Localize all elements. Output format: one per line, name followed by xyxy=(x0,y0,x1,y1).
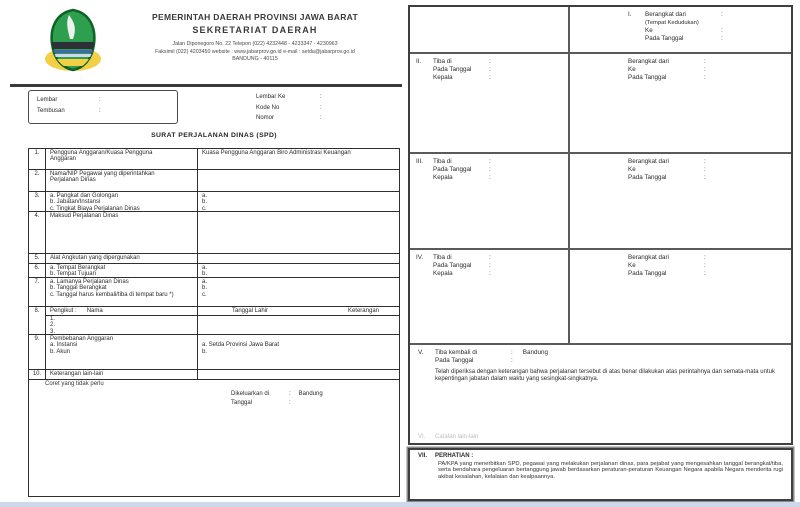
row-value xyxy=(198,192,399,211)
issued-at-row xyxy=(231,390,323,399)
ref-row xyxy=(256,92,322,103)
line xyxy=(416,74,562,82)
value-line: a. xyxy=(202,279,208,285)
row-number: 3. xyxy=(29,192,46,211)
label-line: Maksud Perjalanan Dinas xyxy=(50,213,119,219)
berangkat-dari-label: Berangkat dari xyxy=(628,254,669,261)
row-value xyxy=(198,264,399,277)
spd-page2-grid xyxy=(408,5,793,445)
row-number: 9. xyxy=(29,335,46,369)
row-value xyxy=(198,170,399,191)
row-number: 4. xyxy=(29,212,46,253)
label-line: c. Tingkat Biaya Perjalanan Dinas xyxy=(50,205,140,211)
pengikut-item: 3. xyxy=(50,328,56,334)
value-line: b. xyxy=(202,271,208,277)
section-4-tiba xyxy=(410,250,570,343)
line xyxy=(416,66,562,74)
perhatian-paragraph: PA/KPA yang menerbitkan SPD, pegawai yang melakukan perjalanan dinas, para pejabat yang mengesahkan tanggal berangkat/tiba, serta bendahara pengeluaran bertanggung jawab berdasarkan peraturan-peraturan Keuangan Negara apabila Negara menderita rugi akibat kesalahan, kelalaian dan kealpaannya. xyxy=(438,460,783,480)
pengikut-label: Pengikut : xyxy=(50,307,77,314)
tiba-di-label: Tiba di xyxy=(433,254,452,261)
tiba-di-label: Tiba di xyxy=(433,158,452,165)
row-label xyxy=(46,278,198,306)
section-2-berangkat xyxy=(570,54,791,152)
pada-tanggal-label: Pada Tanggal xyxy=(628,270,667,277)
line xyxy=(416,166,562,174)
issued-at-value: Bandung xyxy=(298,391,323,397)
row-value xyxy=(198,254,399,263)
berangkat-dari-label: Berangkat dari xyxy=(628,58,669,65)
line xyxy=(628,27,785,35)
spacer xyxy=(416,174,433,182)
row-label xyxy=(46,149,198,169)
ref-label-nomor: Nomor xyxy=(256,115,275,121)
section-number: I. xyxy=(628,11,632,18)
colon: : xyxy=(704,254,706,261)
row-value xyxy=(198,212,399,253)
line xyxy=(628,74,785,82)
section-2-tiba xyxy=(410,54,570,152)
colon: : xyxy=(511,349,513,356)
row-label xyxy=(46,335,198,369)
spacer xyxy=(416,74,433,82)
label-line: Pengguna Anggaran/Kuasa Pengguna xyxy=(50,150,153,156)
label-line: Keterangan lain-lain xyxy=(50,371,104,377)
label-line: a. Tempat Berangkat xyxy=(50,265,106,271)
catatan-label: Catatan lain-lain xyxy=(435,434,479,440)
line xyxy=(628,19,785,27)
ref-row xyxy=(256,103,322,114)
berangkat-dari-label: Berangkat dari xyxy=(628,158,669,165)
line xyxy=(628,66,785,74)
ke-label: Ke xyxy=(645,27,653,34)
section-3-row xyxy=(410,152,791,248)
colon: : xyxy=(289,399,291,406)
copy-box-row xyxy=(37,95,169,106)
pengikut-value-header xyxy=(198,307,399,316)
colon: : xyxy=(721,11,723,18)
kepala-label: Kepala xyxy=(433,74,453,81)
value-line: c. xyxy=(202,291,207,298)
pada-tanggal-label: Pada Tanggal xyxy=(433,262,472,269)
colon: : xyxy=(489,158,491,165)
colon: : xyxy=(320,115,322,121)
table-row-6 xyxy=(29,263,399,277)
line xyxy=(418,349,783,357)
line xyxy=(416,270,562,278)
copy-designation-box xyxy=(28,90,178,124)
label-line: Anggaran xyxy=(50,156,77,163)
section-4-berangkat xyxy=(570,250,791,343)
colon: : xyxy=(704,74,706,81)
section-number: V. xyxy=(418,349,424,356)
spd-main-table xyxy=(28,148,400,380)
letterhead-org: PEMERINTAH DAERAH PROVINSI JAWA BARAT xyxy=(152,12,358,22)
spacer xyxy=(628,19,645,27)
row-number: 6. xyxy=(29,264,46,277)
value-line: a. xyxy=(202,265,208,271)
jawa-barat-emblem-logo xyxy=(42,8,104,72)
value-line: a. Setda Provinsi Jawa Barat xyxy=(202,342,280,349)
section-2-row xyxy=(410,52,791,152)
table-row-8-pengikut xyxy=(29,306,399,334)
reference-block xyxy=(256,92,322,124)
row-value xyxy=(198,149,399,169)
line xyxy=(416,174,562,182)
colon: : xyxy=(489,58,491,65)
ke-label: Ke xyxy=(628,66,636,73)
spacer xyxy=(416,262,433,270)
row-value xyxy=(198,335,399,369)
label-line: Pembebanan Anggaran xyxy=(50,336,114,342)
row-number: 8. xyxy=(29,307,46,334)
label-line: b. Tanggal Berangkat xyxy=(50,285,107,292)
pada-tanggal-label: Pada Tanggal xyxy=(433,66,472,73)
colon: : xyxy=(704,270,706,277)
issued-at-label: Dikeluarkan di xyxy=(231,391,270,397)
line xyxy=(416,158,562,166)
table-row-3 xyxy=(29,191,399,211)
issuance-signature-box xyxy=(28,378,400,497)
section-number: II. xyxy=(416,58,422,65)
colon: : xyxy=(489,74,491,81)
section-number: VII. xyxy=(418,453,428,459)
kepala-label: Kepala xyxy=(433,270,453,277)
spacer xyxy=(416,270,433,278)
row-label xyxy=(46,307,198,334)
colon: : xyxy=(721,27,723,34)
section-1-berangkat xyxy=(570,7,791,52)
section-5-row xyxy=(410,343,791,443)
colon: : xyxy=(99,97,101,103)
footnote-coret: Coret yang tidak perlu xyxy=(45,381,104,387)
row-number: 7. xyxy=(29,278,46,306)
pengikut-header xyxy=(46,307,197,316)
section-3-tiba xyxy=(410,154,570,248)
row-label xyxy=(46,170,198,191)
line xyxy=(416,262,562,270)
section-5-tiba-kembali xyxy=(410,345,791,443)
ref-label-kode-no: Kode No xyxy=(256,104,280,111)
label-line: a. Lamanya Perjalanan Dinas xyxy=(50,279,129,285)
table-row-9-pembebanan xyxy=(29,334,399,369)
pengikut-items xyxy=(46,316,197,334)
row-number: 1. xyxy=(29,149,46,169)
line xyxy=(628,58,785,66)
row-number: 2. xyxy=(29,170,46,191)
keterangan-column-header: Keterangan xyxy=(347,307,379,314)
pada-tanggal-label: Pada Tanggal xyxy=(435,357,474,364)
colon: : xyxy=(320,94,322,100)
copy-box-label-1: Lembar xyxy=(37,97,58,103)
copy-box-row xyxy=(37,106,169,117)
tanggal-lahir-column-header: Tanggal Lahir xyxy=(232,307,269,314)
value-line: b. xyxy=(202,348,208,355)
row-number: 5. xyxy=(29,254,46,263)
issuance-block xyxy=(231,390,323,407)
pada-tanggal-label: Pada Tanggal xyxy=(628,74,667,81)
label-line: Alat Angkutan yang dipergunakan xyxy=(50,255,140,261)
table-row-4 xyxy=(29,211,399,253)
ref-label-lembar-ke: Lembar Ke xyxy=(256,94,286,100)
perhatian-header xyxy=(418,453,783,460)
pada-tanggal-label: Pada Tanggal xyxy=(628,174,667,181)
colon: : xyxy=(704,166,706,173)
table-row-1 xyxy=(29,149,399,169)
pengikut-item: 2. xyxy=(50,322,56,329)
line xyxy=(628,35,785,43)
kepala-label: Kepala xyxy=(433,174,453,181)
letterhead-unit: SEKRETARIAT DAERAH xyxy=(192,25,318,35)
section-1-row xyxy=(410,7,791,52)
spacer xyxy=(628,35,645,43)
colon: : xyxy=(489,66,491,73)
pada-tanggal-label: Pada Tanggal xyxy=(433,166,472,173)
label-line: a. Pangkat dan Golongan xyxy=(50,193,119,199)
line xyxy=(628,254,785,262)
line xyxy=(416,254,562,262)
label-line: b. Jabatan/Instansi xyxy=(50,199,101,206)
spacer xyxy=(416,166,433,174)
colon: : xyxy=(489,254,491,261)
table-row-2 xyxy=(29,169,399,191)
value-line: c. xyxy=(202,205,207,211)
colon: : xyxy=(704,262,706,269)
table-row-7 xyxy=(29,277,399,306)
label-line: b. Akun xyxy=(50,348,71,355)
tiba-kembali-value: Bandung xyxy=(522,349,548,356)
colon: : xyxy=(704,58,706,65)
letterhead xyxy=(112,12,398,64)
section-number: IV. xyxy=(416,254,424,261)
ref-row xyxy=(256,113,322,124)
nama-column-header: Nama xyxy=(86,307,103,314)
label-line: b. Tempat Tujuan xyxy=(50,271,96,277)
scan-edge-strip xyxy=(0,502,800,507)
colon: : xyxy=(704,66,706,73)
value-line: b. xyxy=(202,199,208,206)
colon: : xyxy=(704,158,706,165)
colon: : xyxy=(489,174,491,181)
line xyxy=(628,262,785,270)
table-row-5 xyxy=(29,253,399,263)
line xyxy=(628,174,785,182)
letterhead-address-line3: BANDUNG - 40115 xyxy=(232,56,278,62)
ke-label: Ke xyxy=(628,262,636,269)
value-line: a. xyxy=(202,193,208,199)
perhatian-label: PERHATIAN : xyxy=(435,453,474,459)
row-label xyxy=(46,192,198,211)
pada-tanggal-label: Pada Tanggal xyxy=(645,35,684,42)
spacer xyxy=(628,27,645,35)
section-number: III. xyxy=(416,158,423,165)
label-line: a. Instansi xyxy=(50,342,78,349)
line xyxy=(628,11,785,19)
ke-label: Ke xyxy=(628,166,636,173)
issued-date-label: Tanggal xyxy=(231,399,253,406)
letterhead-address-line2: Faksimil (022) 4203450 website : www.jabarprov.go.id e-mail : setda@jabarprov.go.id xyxy=(155,48,355,55)
letterhead-rule xyxy=(10,84,402,87)
form-title: SURAT PERJALANAN DINAS (SPD) xyxy=(151,132,277,139)
perhatian-box xyxy=(408,448,793,501)
row-label xyxy=(46,264,198,277)
verification-paragraph: Telah diperiksa dengan keterangan bahwa perjalanan tersebut di atas benar dilakukan atas perintahnya dan semata-mata untuk kepentingan jabatan dalam waktu yang sesingkat-singkatnya. xyxy=(435,369,775,382)
section-1-left-empty xyxy=(410,7,570,52)
label-line: c. Tanggal harus kembali/tiba di tempat baru *) xyxy=(50,291,174,298)
section-number: VI. xyxy=(418,434,426,440)
tempat-kedudukan-note: (Tempat Kedudukan) xyxy=(645,20,699,26)
colon: : xyxy=(704,174,706,181)
pengikut-item: 1. xyxy=(50,316,56,322)
section-4-row xyxy=(410,248,791,343)
colon: : xyxy=(99,108,101,114)
tiba-di-label: Tiba di xyxy=(433,58,452,65)
colon: : xyxy=(489,166,491,173)
row-label xyxy=(46,212,198,253)
colon: : xyxy=(320,104,322,111)
row-value xyxy=(198,278,399,306)
row-number: 10. xyxy=(29,370,46,379)
colon: : xyxy=(289,391,291,397)
tiba-kembali-label: Tiba kembali di xyxy=(435,349,478,356)
value-line: b. xyxy=(202,285,208,292)
label-line: Nama/NIP Pegawai yang diperintahkan xyxy=(50,171,155,177)
colon: : xyxy=(489,270,491,277)
line xyxy=(628,270,785,278)
colon: : xyxy=(489,262,491,269)
line xyxy=(418,357,783,365)
colon: : xyxy=(511,357,513,364)
section-6-catatan xyxy=(418,433,478,441)
value-line: Kuasa Pengguna Anggaran Biro Administrasi Keuangan xyxy=(202,150,351,156)
copy-box-label-2: Tembusan xyxy=(37,108,65,114)
section-3-berangkat xyxy=(570,154,791,248)
row-value xyxy=(198,307,399,334)
spacer xyxy=(416,66,433,74)
line xyxy=(628,166,785,174)
line xyxy=(628,158,785,166)
berangkat-dari-label: Berangkat dari xyxy=(645,11,686,18)
colon: : xyxy=(721,35,723,42)
spacer xyxy=(418,357,435,365)
issued-date-row xyxy=(231,399,323,408)
label-line: Perjalanan Dinas xyxy=(50,177,96,184)
line xyxy=(416,58,562,66)
row-label xyxy=(46,254,198,263)
letterhead-address-line1: Jalan Diponegoro No. 22 Telepon (022) 4232448 - 4233347 - 4230963 xyxy=(172,41,338,47)
